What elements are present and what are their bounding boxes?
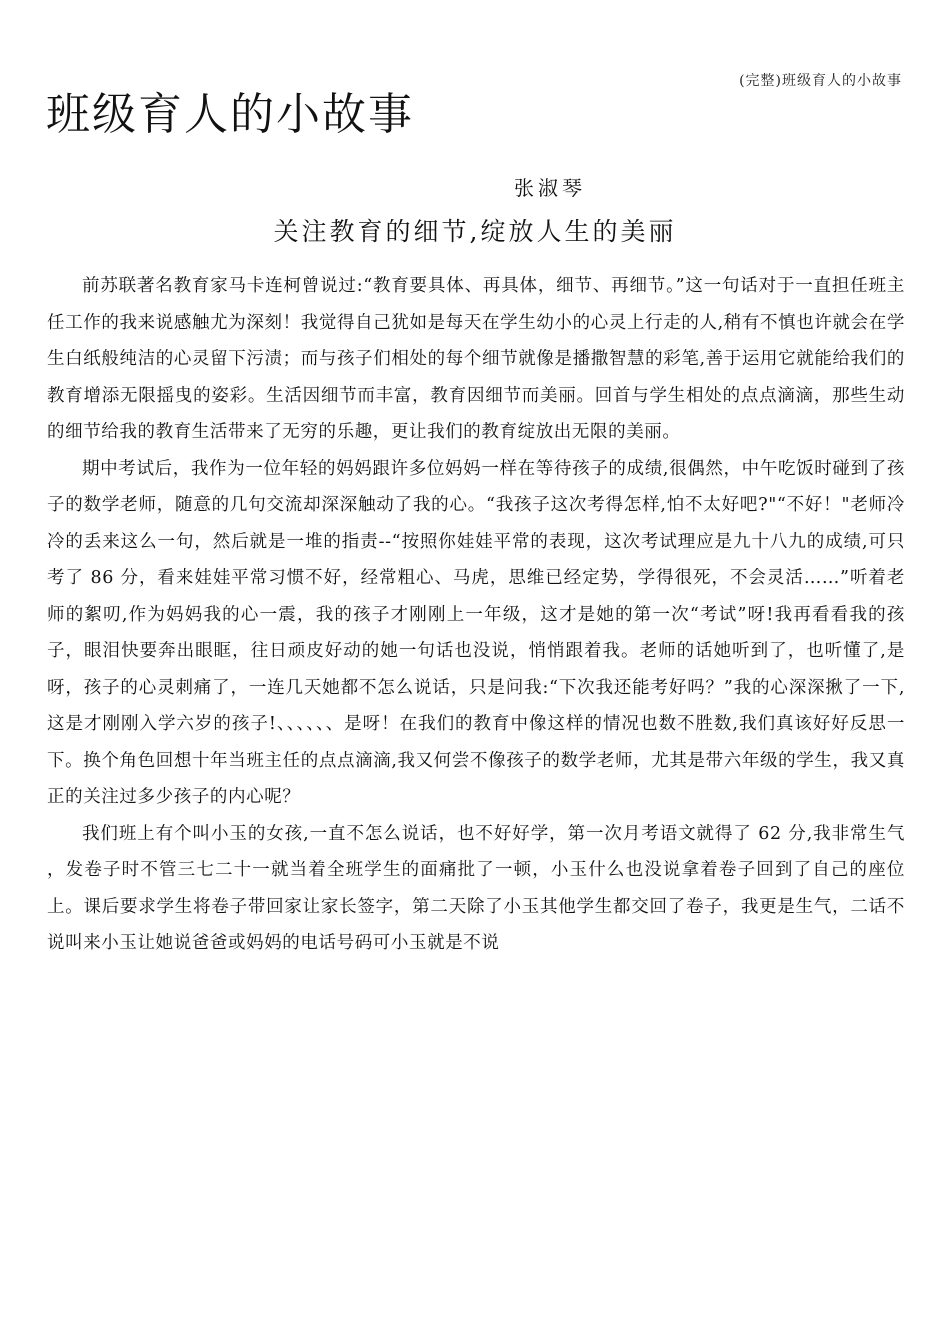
paragraph-3: 我们班上有个叫小玉的女孩,一直不怎么说话，也不好好学，第一次月考语文就得了 62 分,我非常生气 ，发卷子时不管三七二十一就当着全班学生的面痛批了一顿，小玉什么也没说拿着卷子回到了自己的座位上。课后要求学生将卷子带回家让家长签字，第二天除了小玉其他学生都交回了卷子，我更是生气，二话不说叫来小玉让她说爸爸或妈妈的电话号码可小玉就是不说 bbox=[47, 823, 905, 953]
paragraph-1: 前苏联著名教育家马卡连柯曾说过:“教育要具体、再具体，细节、再细节。”这一句话对于一直担任班主任工作的我来说感触尤为深刻！我觉得自己犹如是每天在学生幼小的心灵上行走的人,稍有不慎也许就会在学生白纸般纯洁的心灵留下污渍；而与孩子们相处的每个细节就像是播撒智慧的彩笔,善于运用它就能给我们的教育增添无限摇曳的姿彩。生活因细节而丰富，教育因细节而美丽。回首与学生相处的点点滴滴，那些生动的细节给我的教育生活带来了无穷的乐趣，更让我们的教育绽放出无限的美丽。 bbox=[47, 276, 905, 442]
article-subtitle: 关注教育的细节,绽放人生的美丽 bbox=[273, 217, 677, 246]
document-body bbox=[47, 268, 905, 962]
document-title: 班级育人的小故事 bbox=[46, 89, 414, 140]
paragraph-2: 期中考试后，我作为一位年轻的妈妈跟许多位妈妈一样在等待孩子的成绩,很偶然，中午吃饭时碰到了孩子的数学老师，随意的几句交流却深深触动了我的心。“我孩子这次考得怎样,怕不太好吧?"“不好！"老师冷冷的丢来这么一句，然后就是一堆的指责--“按照你娃娃平常的表现，这次考试理应是九十八九的成绩,可只考了 86 分，看来娃娃平常习惯不好，经常粗心、马虎，思维已经定势，学得很死，不会灵活……”听着老师的絮叨,作为妈妈我的心一震，我的孩子才刚刚上一年级，这才是她的第一次“考试”呀!我再看看我的孩子，眼泪快要奔出眼眶，往日顽皮好动的她一句话也没说，悄悄跟着我。老师的话她听到了，也听懂了,是呀，孩子的心灵刺痛了，一连几天她都不怎么说话，只是问我:“下次我还能考好吗？”我的心深深揪了一下,这是才刚刚入学六岁的孩子!、、、、、、是呀！在我们的教育中像这样的情况也数不胜数,我们真该好好反思一下。换个角色回想十年当班主任的点点滴滴,我又何尝不像孩子的数学老师，尤其是带六年级的学生，我又真正的关注过多少孩子的内心呢？ bbox=[47, 458, 905, 807]
author-name: 张淑琴 bbox=[514, 176, 586, 200]
header-note: (完整)班级育人的小故事 bbox=[739, 73, 902, 89]
